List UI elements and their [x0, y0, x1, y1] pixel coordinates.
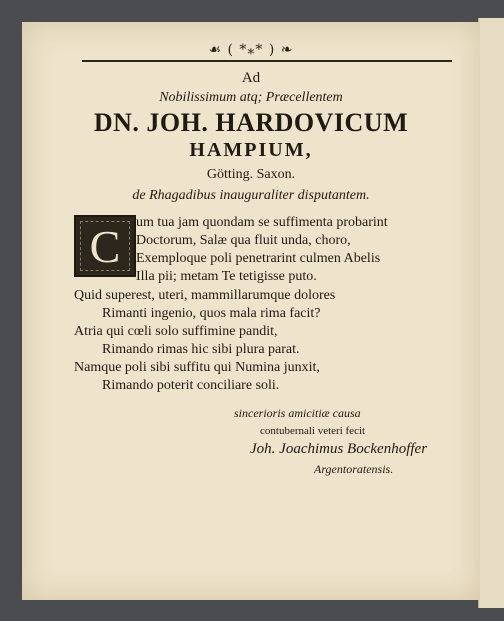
poem-line: Namque poli sibi suffitu qui Numina junxit,: [74, 360, 320, 375]
closing-line-1: sincerioris amicitiæ causa: [234, 406, 361, 420]
document-page: [22, 22, 480, 600]
header-rule: [82, 60, 452, 62]
name-line-2: HAMPIUM,: [189, 139, 313, 161]
closing-line-2: contubernali veteri fecit: [260, 425, 366, 437]
poem-line: Illa pii; metam Te tetigisse puto.: [136, 269, 317, 284]
poem-line: Doctorum, Salæ qua fluit unda, choro,: [136, 233, 351, 248]
author-origin: Argentoratensis.: [314, 462, 394, 476]
poem-line: Rimanti ingenio, quos mala rima facit?: [102, 306, 321, 321]
author-signature: Joh. Joachimus Bockenhoffer: [250, 441, 428, 457]
header-ornament: ☙ ( *⁎* ) ❧: [208, 42, 294, 58]
adjacent-page-edge: [478, 18, 504, 608]
poem-line: Atria qui cœli solo suffimine pandit,: [74, 324, 278, 339]
poem-line: Rimando rimas hic sibi plura parat.: [102, 342, 300, 357]
dedication-line: Nobilissimum atq; Præcellentem: [159, 90, 343, 105]
poem-line: um tua jam quondam se suffimenta probarint: [136, 215, 388, 230]
poem-line: Rimando poterit conciliare soli.: [102, 378, 280, 393]
poem-line: Quid superest, uteri, mammillarumque dolores: [74, 288, 336, 303]
name-line-1: DN. JOH. HARDOVICUM: [93, 108, 409, 137]
origin-line: Götting. Saxon.: [206, 167, 296, 182]
subject-line: de Rhagadibus inauguraliter disputantem.: [132, 188, 370, 203]
drop-cap: C: [74, 215, 136, 277]
ad-line: Ad: [241, 70, 261, 86]
poem-line: Exemploque poli penetrarint culmen Abelis: [136, 251, 381, 266]
